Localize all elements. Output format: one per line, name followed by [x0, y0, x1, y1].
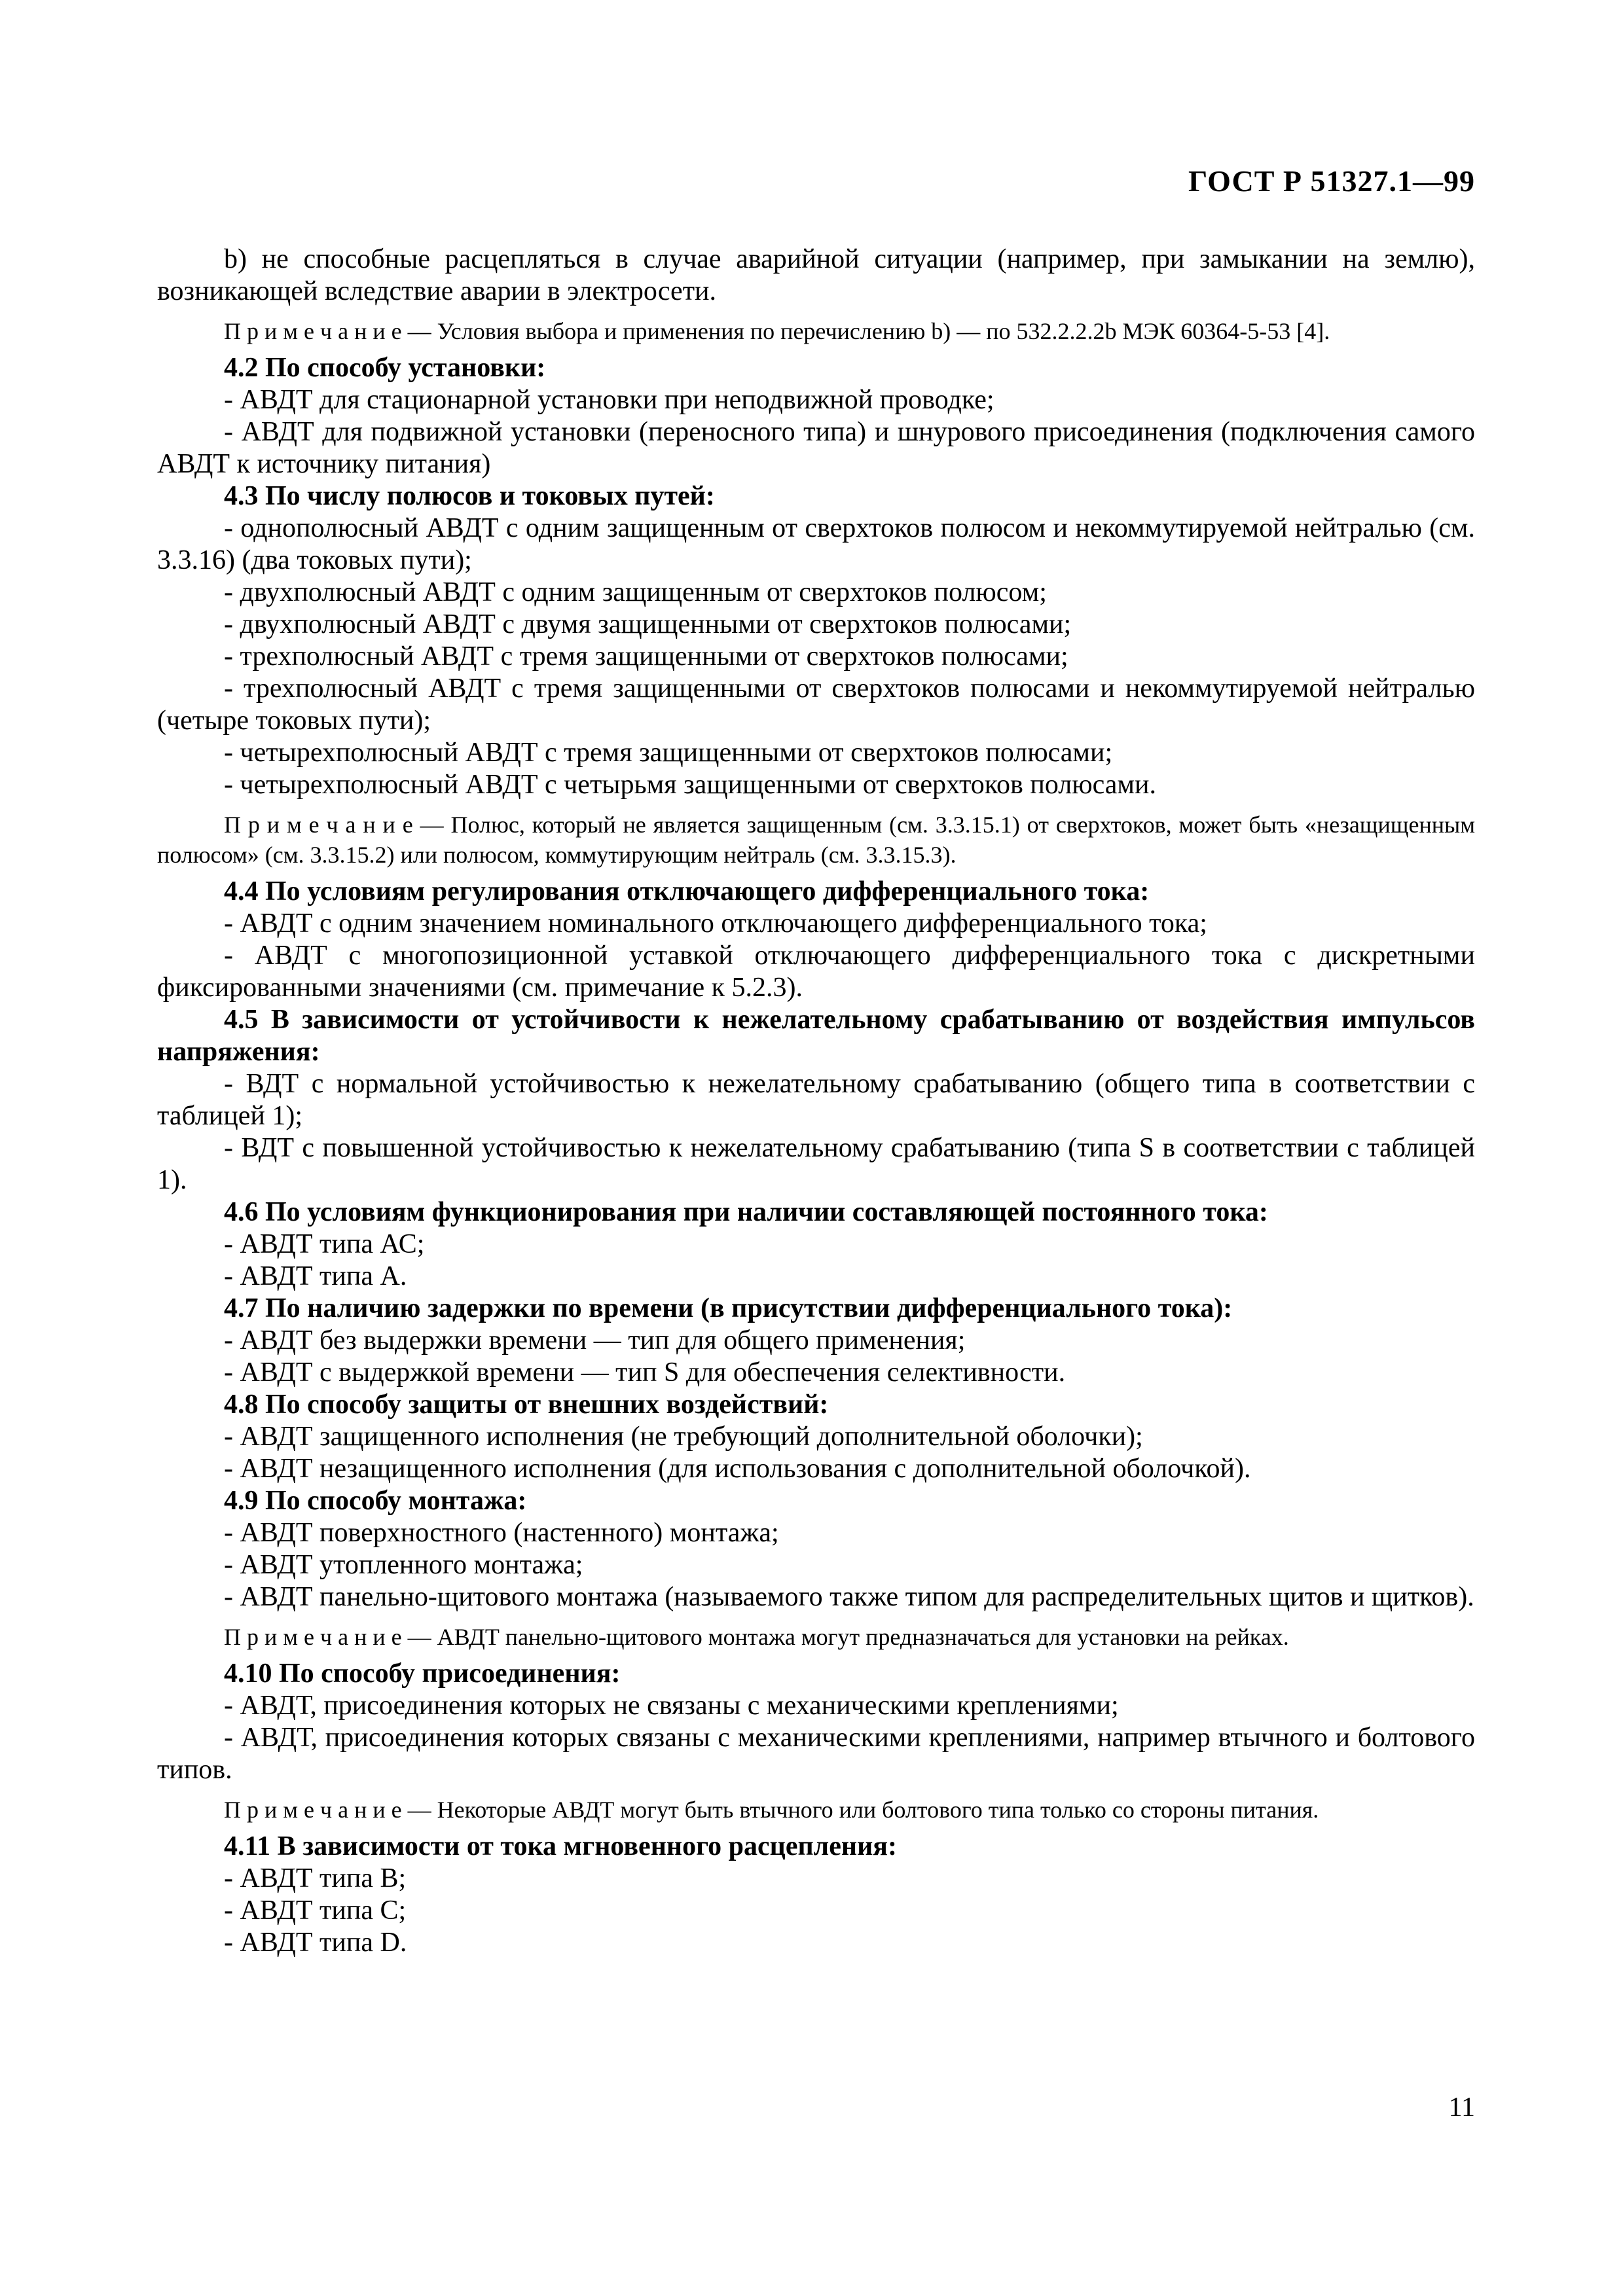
list-item: - АВДТ типа C;	[224, 1895, 407, 1926]
page-number: 11	[1448, 2092, 1475, 2123]
list-item: - двухполюсный АВДТ с двумя защищенными от сверхтоков полюсами;	[224, 609, 1072, 639]
list-item: - АВДТ панельно-щитового монтажа (называемого также типом для распределительных щитов и щитков).	[224, 1582, 1474, 1612]
list-item: - АВДТ типа D.	[224, 1928, 407, 1958]
list-item: - четырехполюсный АВДТ с тремя защищенными от сверхтоков полюсами;	[224, 738, 1113, 768]
list-item: - АВДТ с многопозиционной уставкой отключающего дифференциального тока с дискретными фиксированными значениями (см. примечание к 5.2.3).	[157, 941, 1475, 1003]
list-item: - трехполюсный АВДТ с тремя защищенными от сверхтоков полюсами;	[224, 641, 1068, 672]
list-item: - АВДТ с выдержкой времени — тип S для обеспечения селективности.	[224, 1357, 1066, 1388]
section-heading: 4.6 По условиям функционирования при наличии составляющей постоянного тока:	[224, 1197, 1268, 1227]
list-item: - четырехполюсный АВДТ с четырьмя защищенными от сверхтоков полюсами.	[224, 770, 1156, 800]
list-item: - АВДТ, присоединения которых не связаны с механическими креплениями;	[224, 1691, 1119, 1721]
paragraph: b) не способные расцепляться в случае аварийной ситуации (например, при замыкании на землю), возникающей вследствие аварии в электросети.	[157, 244, 1475, 306]
list-item: - ВДТ с повышенной устойчивостью к нежелательному срабатыванию (типа S в соответствии с таблицей 1).	[157, 1133, 1475, 1195]
list-item: - АВДТ незащищенного исполнения (для использования с дополнительной оболочкой).	[224, 1454, 1251, 1484]
list-item: - АВДТ, присоединения которых связаны с механическими креплениями, например втычного и болтового типов.	[157, 1723, 1475, 1785]
note-paragraph: П р и м е ч а н и е — Полюс, который не является защищенным (см. 3.3.15.1) от сверхтоков, может быть «незащищенным полюсом» (см. 3.3.15.2) или полюсом, коммутирующим нейтраль (см. 3.3.15.3).	[157, 812, 1475, 868]
list-item: - АВДТ утопленного монтажа;	[224, 1550, 583, 1580]
list-item: - двухполюсный АВДТ с одним защищенным от сверхтоков полюсом;	[224, 577, 1047, 607]
section-heading: 4.4 По условиям регулирования отключающего дифференциального тока:	[224, 876, 1150, 906]
list-item: - АВДТ для стационарной установки при неподвижной проводке;	[224, 385, 994, 415]
list-item: - АВДТ с одним значением номинального отключающего дифференциального тока;	[224, 908, 1207, 939]
list-item: - АВДТ типа АС;	[224, 1229, 425, 1259]
list-item: - ВДТ с нормальной устойчивостью к нежелательному срабатыванию (общего типа в соответствии с таблицей 1);	[157, 1069, 1475, 1131]
note-paragraph: П р и м е ч а н и е — АВДТ панельно-щитового монтажа могут предназначаться для установки на рейках.	[224, 1624, 1289, 1650]
list-item: - трехполюсный АВДТ с тремя защищенными от сверхтоков полюсами и некоммутируемой нейтралью (четыре токовых пути);	[157, 673, 1475, 736]
list-item: - АВДТ без выдержки времени — тип для общего применения;	[224, 1325, 966, 1355]
list-item: - АВДТ защищенного исполнения (не требующий дополнительной оболочки);	[224, 1422, 1143, 1452]
note-paragraph: П р и м е ч а н и е — Условия выбора и применения по перечислению b) — по 532.2.2.2b МЭК 60364-5-53 [4].	[224, 318, 1330, 344]
list-item: - АВДТ для подвижной установки (переносного типа) и шнурового присоединения (подключения самого АВДТ к источнику питания)	[157, 417, 1475, 479]
list-item: - однополюсный АВДТ с одним защищенным от сверхтоков полюсом и некоммутируемой нейтралью (см. 3.3.16) (два токовых пути);	[157, 513, 1475, 575]
document-code: ГОСТ Р 51327.1—99	[1188, 164, 1475, 198]
section-heading: 4.11 В зависимости от тока мгновенного расцепления:	[224, 1831, 897, 1861]
section-heading: 4.2 По способу установки:	[224, 353, 546, 383]
document-body	[157, 243, 1475, 1959]
section-heading: 4.5 В зависимости от устойчивости к нежелательному срабатыванию от воздействия импульсов напряжения:	[157, 1005, 1475, 1067]
list-item: - АВДТ типа А.	[224, 1261, 407, 1291]
section-heading: 4.8 По способу защиты от внешних воздействий:	[224, 1390, 829, 1420]
section-heading: 4.3 По числу полюсов и токовых путей:	[224, 481, 715, 511]
section-heading: 4.7 По наличию задержки по времени (в присутствии дифференциального тока):	[224, 1293, 1233, 1323]
section-heading: 4.9 По способу монтажа:	[224, 1486, 527, 1516]
note-paragraph: П р и м е ч а н и е — Некоторые АВДТ могут быть втычного или болтового типа только со стороны питания.	[224, 1797, 1319, 1823]
section-heading: 4.10 По способу присоединения:	[224, 1659, 621, 1689]
list-item: - АВДТ типа B;	[224, 1863, 407, 1893]
list-item: - АВДТ поверхностного (настенного) монтажа;	[224, 1518, 779, 1548]
